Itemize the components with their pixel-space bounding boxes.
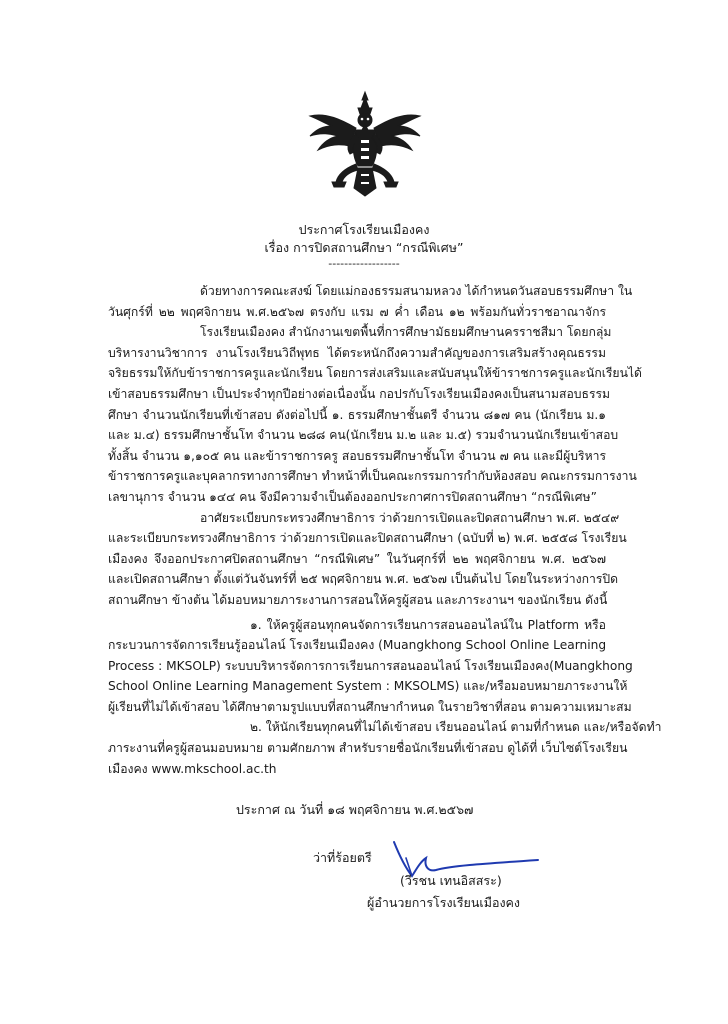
body-line: โรงเรียนเมืองคง สำนักงานเขตพื้นที่การศึกษามัธยมศึกษานครราชสีมา โดยกลุ่ม xyxy=(200,325,612,340)
body-line: ผู้เรียนที่ไม่ได้เข้าสอบ ได้ศึกษาตามรูปแบบที่สถานศึกษากำหนด ในรายวิชาที่สอน ตามความเหมาะสม xyxy=(108,699,632,714)
body-line: เข้าสอบธรรมศึกษา เป็นประจำทุกปีอย่างต่อเนื่องนั้น กอปรกับโรงเรียนเมืองคงเป็นสนามสอบธรรม xyxy=(108,386,611,401)
announcement-body xyxy=(108,281,662,779)
body-line: บริหารงานวิชาการ งานโรงเรียนวิถีพุทธ ได้ตระหนักถึงความสำคัญของการเสริมสร้างคุณธรรม xyxy=(108,345,606,360)
body-line: School Online Learning Management System : MKSOLMS) และ/หรือมอบหมายภาระงานให้ xyxy=(108,679,628,694)
body-line: ๒. ให้นักเรียนทุกคนที่ไม่ได้เข้าสอบ เรียนออนไลน์ ตามที่กำหนด และ/หรือจัดทำ xyxy=(250,720,662,735)
body-line: สถานศึกษา ข้างต้น ได้มอบหมายภาระงานการสอนให้ครูผู้สอน และภาระงานฯ ของนักเรียน ดังนี้ xyxy=(108,592,608,607)
announcement-title: ประกาศโรงเรียนเมืองคง xyxy=(298,222,430,237)
separator-line: ------------------ xyxy=(328,257,400,270)
body-line: ด้วยทางการคณะสงฆ์ โดยแม่กองธรรมสนามหลวง ได้กำหนดวันสอบธรรมศึกษา ใน xyxy=(200,284,633,298)
body-line: จริยธรรมให้กับข้าราชการครูและนักเรียน โดยการส่งเสริมและสนับสนุนให้ข้าราชการครูและนักเรียนได้ xyxy=(108,366,642,381)
body-line: ๑. ให้ครูผู้สอนทุกคนจัดการเรียนการสอนออนไลน์ใน Platform หรือ xyxy=(250,617,606,632)
body-line: และ ม.๔) ธรรมศึกษาชั้นโท จำนวน ๒๘๘ คน(นักเรียน ม.๒ และ ม.๕) รวมจำนวนนักเรียนเข้าสอบ xyxy=(108,428,619,443)
signer-position: ผู้อำนวยการโรงเรียนเมืองคง xyxy=(367,895,521,910)
body-line: เมืองคง จึงออกประกาศปิดสถานศึกษา “กรณีพิเศษ” ในวันศุกร์ที่ ๒๒ พฤศจิกายน พ.ศ. ๒๕๖๗ xyxy=(108,551,606,566)
signer-name: (วีรชน เทนอิสสระ) xyxy=(400,873,502,888)
body-line: Process : MKSOLP) ระบบบริหารจัดการการเรียนการสอนออนไลน์ โรงเรียนเมืองคง(Muangkhong xyxy=(108,658,633,673)
signer-rank: ว่าที่ร้อยตรี xyxy=(313,850,372,865)
body-line: ข้าราชการครูและบุคลากรทางการศึกษา ทำหน้าที่เป็นคณะกรรมการกำกับห้องสอบ คณะกรรมการงาน xyxy=(108,469,637,484)
body-line: ศึกษา จำนวนนักเรียนที่เข้าสอบ ดังต่อไปนี้ ๑. ธรรมศึกษาชั้นตรี จำนวน ๘๑๗ คน (นักเรียน ม.๑ xyxy=(108,407,606,422)
body-line: ทั้งสิ้น จำนวน ๑,๑๐๕ คน และข้าราชการครู สอบธรรมศึกษาชั้นโท จำนวน ๗ คน และมีผู้บริหาร xyxy=(108,448,606,463)
announcement-date: ประกาศ ณ วันที่ ๑๘ พฤศจิกายน พ.ศ.๒๕๖๗ xyxy=(236,802,474,817)
body-line: วันศุกร์ที่ ๒๒ พฤศจิกายน พ.ศ.๒๕๖๗ ตรงกับ แรม ๗ ค่ำ เดือน ๑๒ พร้อมกันทั่วราชอาณาจักร xyxy=(108,304,606,319)
body-line: อาศัยระเบียบกระทรวงศึกษาธิการ ว่าด้วยการเปิดและปิดสถานศึกษา พ.ศ. ๒๕๔๙ xyxy=(200,510,620,525)
body-line: กระบวนการจัดการเรียนรู้ออนไลน์ โรงเรียนเมืองคง (Muangkhong School Online Learning xyxy=(108,638,607,653)
garuda-emblem xyxy=(306,90,424,198)
announcement-subject: เรื่อง การปิดสถานศึกษา “กรณีพิเศษ” xyxy=(264,240,464,255)
body-line: และระเบียบกระทรวงศึกษาธิการ ว่าด้วยการเปิดและปิดสถานศึกษา (ฉบับที่ ๒) พ.ศ. ๒๕๕๘ โรงเรียน xyxy=(108,531,627,546)
body-line: เลขานุการ จำนวน ๑๔๔ คน จึงมีความจำเป็นต้องออกประกาศการปิดสถานศึกษา “กรณีพิเศษ” xyxy=(108,489,597,504)
body-line: ภาระงานที่ครูผู้สอนมอบหมาย ตามศักยภาพ สำหรับรายชื่อนักเรียนที่เข้าสอบ ดูได้ที่ เว็บไซต์โรงเรียน xyxy=(108,741,628,756)
body-line: และเปิดสถานศึกษา ตั้งแต่วันจันทร์ที่ ๒๕ พฤศจิกายน พ.ศ. ๒๕๖๗ เป็นต้นไป โดยในระหว่างการปิด xyxy=(108,572,619,587)
body-line: เมืองคง www.mkschool.ac.th xyxy=(108,761,277,776)
